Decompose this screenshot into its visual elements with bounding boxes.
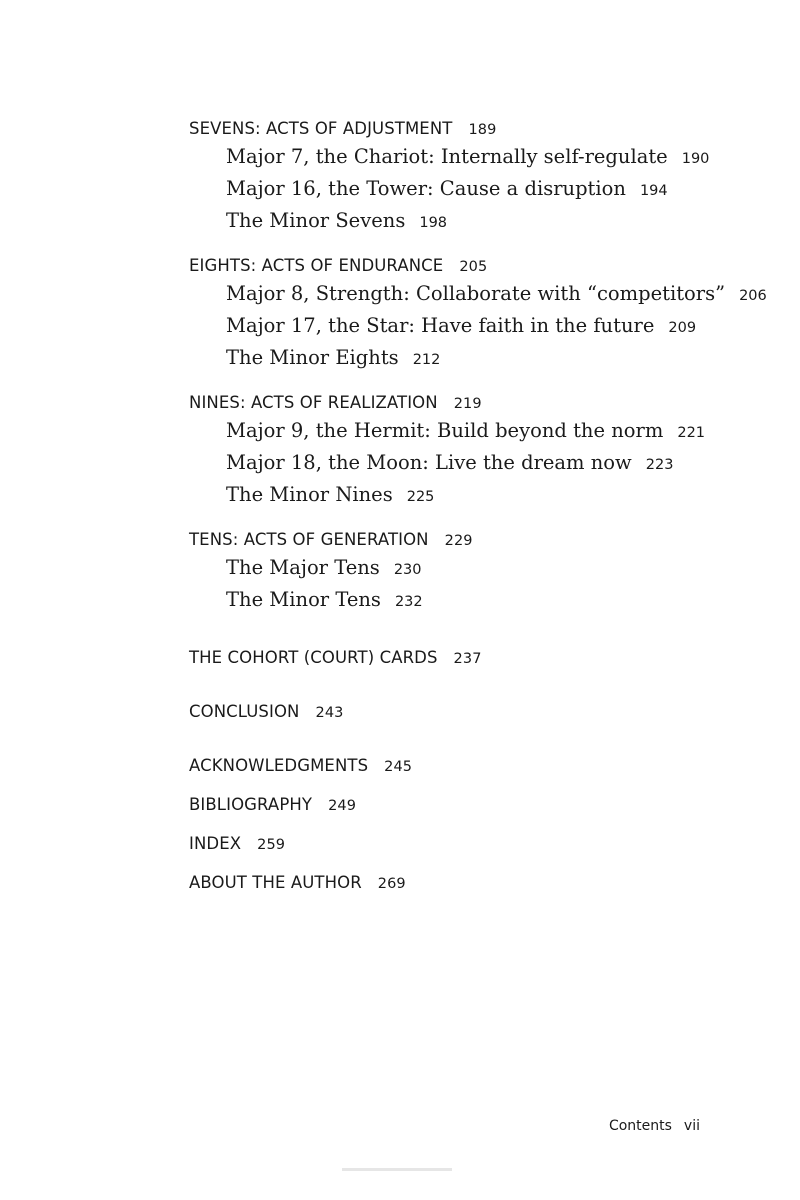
- toc-entry-title: The Minor Eights: [226, 346, 399, 369]
- toc-heading-title: ACKNOWLEDGMENTS: [189, 756, 369, 775]
- toc-heading[interactable]: [189, 391, 749, 415]
- table-of-contents: [189, 117, 767, 895]
- page-footer: [609, 1118, 700, 1134]
- toc-heading-title: THE COHORT (COURT) CARDS: [189, 648, 438, 667]
- toc-heading-about-author[interactable]: [189, 871, 749, 895]
- bottom-mark: [342, 1168, 452, 1171]
- toc-page-number: 229: [444, 533, 473, 549]
- toc-page-number: 223: [645, 457, 674, 473]
- toc-page-number: 249: [328, 798, 357, 814]
- toc-page-number: 206: [739, 288, 767, 304]
- toc-page-number: 269: [377, 876, 406, 892]
- toc-entry-title: The Minor Sevens: [226, 209, 406, 232]
- toc-entry[interactable]: [189, 447, 749, 479]
- toc-page-number: 237: [453, 651, 482, 667]
- toc-section-nines: [189, 391, 749, 511]
- toc-entry-title: Major 18, the Moon: Live the dream now: [226, 451, 632, 474]
- toc-entry[interactable]: [189, 342, 749, 374]
- toc-page-number: 209: [668, 320, 697, 336]
- toc-page-number: 232: [394, 594, 423, 610]
- toc-section-eights: [189, 254, 767, 374]
- toc-heading-conclusion[interactable]: [189, 700, 749, 724]
- toc-heading-index[interactable]: [189, 832, 749, 856]
- toc-entry-title: The Minor Tens: [226, 588, 381, 611]
- toc-entry-title: Major 9, the Hermit: Build beyond the norm: [226, 419, 664, 442]
- running-footer-label: Contents: [608, 1118, 672, 1134]
- toc-heading-bibliography[interactable]: [189, 793, 749, 817]
- page-folio: vii: [683, 1118, 700, 1134]
- toc-page-number: 230: [393, 562, 422, 578]
- toc-page-number: 205: [459, 259, 488, 275]
- toc-entry-title: Major 17, the Star: Have faith in the future: [226, 314, 655, 337]
- toc-page-number: 245: [384, 759, 413, 775]
- toc-page-number: 221: [677, 425, 706, 441]
- toc-heading[interactable]: [189, 117, 749, 141]
- toc-entry[interactable]: [189, 173, 749, 205]
- toc-entry[interactable]: [189, 141, 749, 173]
- toc-page-number: 212: [412, 352, 441, 368]
- toc-entry[interactable]: [189, 205, 749, 237]
- toc-heading[interactable]: [189, 528, 749, 552]
- toc-page-number: 194: [639, 183, 668, 199]
- toc-entry-title: Major 16, the Tower: Cause a disruption: [226, 177, 626, 200]
- toc-entry[interactable]: [189, 584, 749, 616]
- toc-heading-title: INDEX: [189, 834, 242, 853]
- toc-entry-title: Major 8, Strength: Collaborate with “competitors”: [226, 282, 726, 305]
- toc-heading-title: ABOUT THE AUTHOR: [189, 873, 362, 892]
- toc-page-number: 189: [468, 122, 497, 138]
- toc-entry-title: The Minor Nines: [226, 483, 393, 506]
- toc-page-number: 259: [257, 837, 286, 853]
- toc-entry[interactable]: [189, 415, 749, 447]
- toc-section-sevens: [189, 117, 749, 237]
- toc-entry[interactable]: [189, 310, 749, 342]
- toc-heading-title: CONCLUSION: [189, 702, 300, 721]
- toc-entry[interactable]: [189, 278, 767, 310]
- toc-heading-title: SEVENS: ACTS OF ADJUSTMENT: [189, 119, 453, 138]
- toc-entry[interactable]: [189, 552, 749, 584]
- toc-entry[interactable]: [189, 479, 749, 511]
- toc-page-number: 219: [453, 396, 482, 412]
- toc-heading-acknowledgments[interactable]: [189, 754, 749, 778]
- toc-page-number: 198: [419, 215, 448, 231]
- toc-page-number: 190: [681, 151, 710, 167]
- toc-heading-title: BIBLIOGRAPHY: [189, 795, 313, 814]
- toc-heading-title: NINES: ACTS OF REALIZATION: [189, 393, 438, 412]
- toc-heading-title: TENS: ACTS OF GENERATION: [189, 530, 429, 549]
- toc-section-tens: [189, 528, 749, 616]
- toc-entry-title: Major 7, the Chariot: Internally self-regulate: [226, 145, 668, 168]
- toc-heading-title: EIGHTS: ACTS OF ENDURANCE: [189, 256, 444, 275]
- toc-page-number: 225: [406, 489, 435, 505]
- toc-heading[interactable]: [189, 254, 749, 278]
- toc-heading-cohort-cards[interactable]: [189, 646, 749, 670]
- toc-entry-title: The Major Tens: [226, 556, 380, 579]
- toc-page-number: 243: [315, 705, 344, 721]
